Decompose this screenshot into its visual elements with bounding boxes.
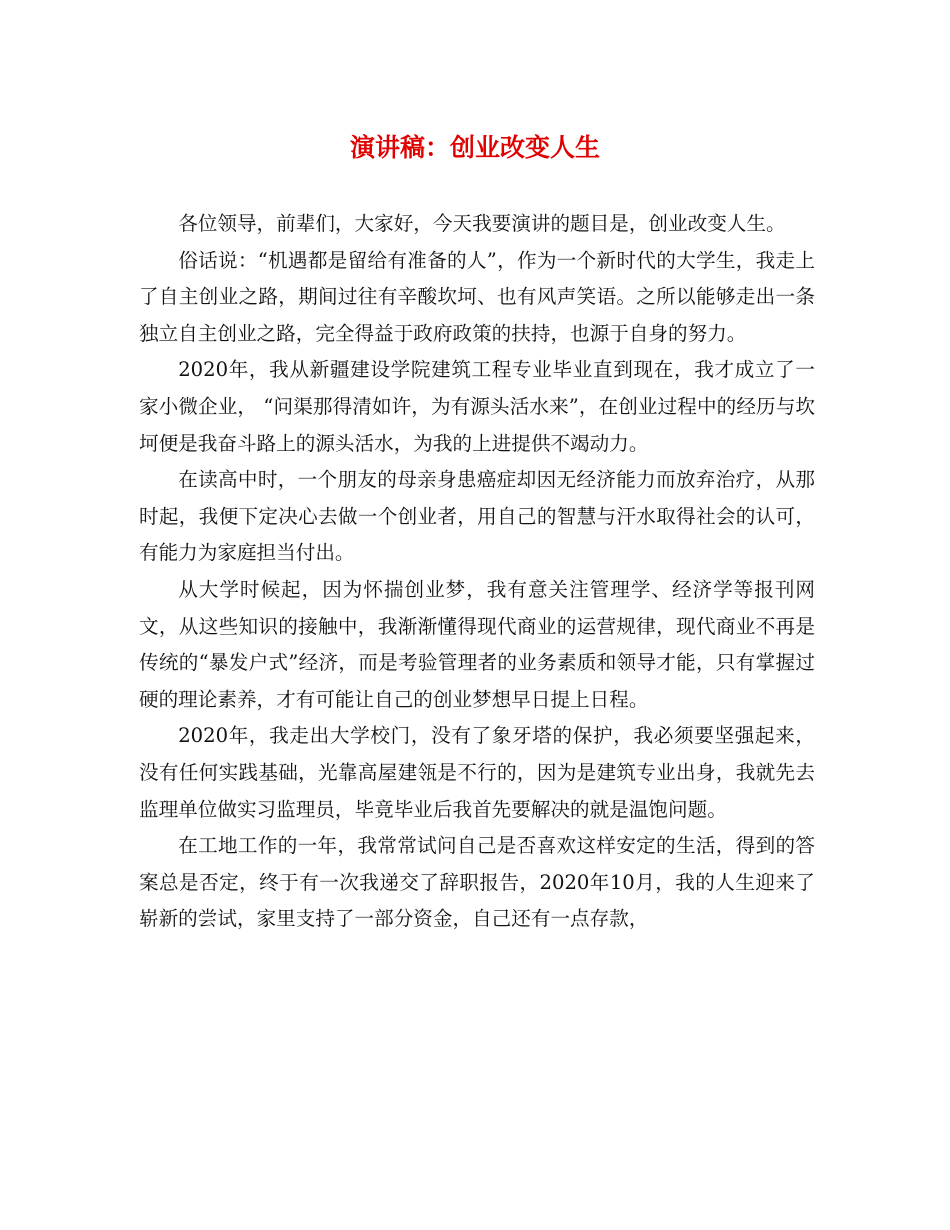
- paragraph-1: 各位领导，前辈们，大家好，今天我要演讲的题目是，创业改变人生。: [178, 212, 786, 235]
- paragraph-2: 俗话说：“机遇都是留给有准备的人”，作为一个新时代的大学生，我走上了自主创业之路，期间过往有辛酸坎坷、也有风声笑语。之所以能够走出一条独立自主创业之路，完全得益于政府政策的扶持，也源于自身的努力。: [139, 248, 815, 345]
- paragraph-5: 从大学时候起，因为怀揣创业梦，我有意关注管理学、经济学等报刊网文，从这些知识的接触中，我渐渐懂得现代商业的运营规律，现代商业不再是传统的“暴发户式”经济，而是考验管理者的业务素质和领导才能，只有掌握过硬的理论素养，才有可能让自己的创业梦想早日提上日程。: [139, 577, 815, 711]
- paragraph-6: 2020年，我走出大学校门，没有了象牙塔的保护，我必须要坚强起来，没有任何实践基础，光靠高屋建瓴是不行的，因为是建筑专业出身，我就先去监理单位做实习监理员，毕竟毕业后我首先要解决的就是温饱问题。: [139, 724, 815, 821]
- paragraph-4: 在读高中时，一个朋友的母亲身患癌症却因无经济能力而放弃治疗，从那时起，我便下定决心去做一个创业者，用自己的智慧与汗水取得社会的认可，有能力为家庭担当付出。: [139, 468, 815, 565]
- paragraph-3: 2020年，我从新疆建设学院建筑工程专业毕业直到现在，我才成立了一家小微企业， “问渠那得清如许，为有源头活水来”，在创业过程中的经历与坎坷便是我奋斗路上的源头活水，为我的上进提供不竭动力。: [139, 358, 815, 455]
- paragraph-7: 在工地工作的一年，我常常试问自己是否喜欢这样安定的生活，得到的答案总是否定，终于有一次我递交了辞职报告，2020年10月，我的人生迎来了崭新的尝试，家里支持了一部分资金，自己还有一点存款，: [139, 834, 815, 931]
- document-body: [139, 206, 815, 938]
- document-title: 演讲稿：创业改变人生: [349, 133, 600, 162]
